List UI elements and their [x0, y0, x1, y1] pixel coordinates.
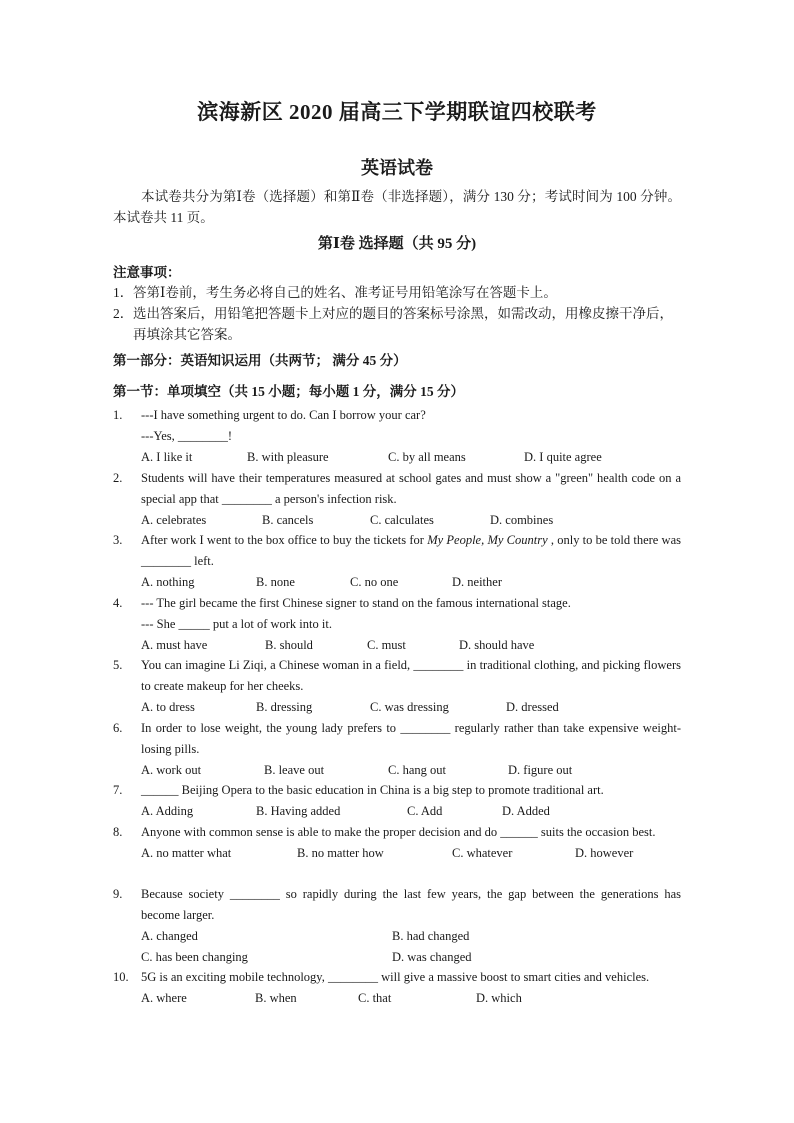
option-d: D. dressed	[506, 700, 559, 714]
exam-subtitle: 英语试卷	[361, 158, 433, 178]
question-number: 3.	[113, 533, 123, 547]
note-item	[113, 303, 683, 345]
part-heading: 第一部分：英语知识运用（共两节； 满分 45 分）	[113, 353, 407, 368]
question-number: 7.	[113, 783, 123, 797]
notes-heading: 注意事项：	[113, 265, 181, 280]
question-line: ---Yes, ________!	[141, 429, 233, 443]
question-text: ______ Beijing Opera to the basic education in China is a big step to promote traditional art.	[141, 783, 604, 797]
question	[113, 884, 681, 968]
question	[113, 822, 681, 864]
question	[113, 530, 681, 593]
option-b: B. none	[256, 575, 295, 589]
question	[113, 655, 681, 718]
question-text: Because society ________ so rapidly during the last few years, the gap between the generations has become larger.	[141, 887, 681, 922]
question-line: ---I have something urgent to do. Can I borrow your car?	[141, 408, 426, 422]
question-number: 2.	[113, 471, 123, 485]
question	[113, 967, 681, 1009]
option-a: A. changed	[141, 929, 198, 943]
option-b: B. Having added	[256, 804, 341, 818]
option-a: A. where	[141, 991, 187, 1005]
question-number: 4.	[113, 596, 123, 610]
option-b: B. leave out	[264, 763, 325, 777]
options-row	[141, 760, 681, 781]
question	[113, 780, 681, 822]
question-line: --- The girl became the first Chinese signer to stand on the famous international stage.	[141, 596, 571, 610]
question-text	[141, 530, 681, 572]
question	[113, 593, 681, 656]
question	[113, 405, 681, 468]
option-b: B. had changed	[392, 929, 470, 943]
option-c: C. whatever	[452, 846, 513, 860]
option-c: C. hang out	[388, 763, 446, 777]
option-a: A. work out	[141, 763, 202, 777]
question-text: 5G is an exciting mobile technology, ________ will give a massive boost to smart cities and vehicles.	[141, 970, 650, 984]
option-c: C. by all means	[388, 450, 466, 464]
question-number: 8.	[113, 825, 123, 839]
option-d: D. was changed	[392, 950, 472, 964]
option-b: B. with pleasure	[247, 450, 329, 464]
option-c: C. that	[358, 991, 392, 1005]
question-number: 9.	[113, 887, 123, 901]
subsection-heading: 第一节：单项填空（共 15 小题；每小题 1 分，满分 15 分）	[113, 384, 464, 399]
section-heading: 第Ⅰ卷 选择题（共 95 分)	[317, 236, 477, 252]
question-number: 10.	[113, 970, 129, 984]
options-row	[141, 947, 681, 968]
question-text: In order to lose weight, the young lady prefers to ________ regularly rather than take expensive weight-losing pills.	[141, 721, 681, 756]
note-number: 2．	[113, 306, 134, 321]
option-d: D. however	[575, 846, 634, 860]
question-line: --- She _____ put a lot of work into it.	[141, 617, 332, 631]
option-d: D. should have	[459, 638, 535, 652]
exam-intro: 本试卷共分为第Ⅰ卷（选择题）和第Ⅱ卷（非选择题），满分 130 分；考试时间为 100 分钟。本试卷共 11 页。	[113, 189, 681, 225]
film-title: My People, My Country	[427, 533, 548, 547]
option-b: B. cancels	[262, 513, 314, 527]
option-b: B. dressing	[256, 700, 313, 714]
question-text: You can imagine Li Ziqi, a Chinese woman in a field, ________ in traditional clothing, and picking flowers to create makeup for her cheeks.	[141, 658, 681, 693]
question-number: 6.	[113, 721, 123, 735]
option-b: B. no matter how	[297, 846, 384, 860]
note-number: 1．	[113, 285, 134, 300]
option-a: A. must have	[141, 638, 208, 652]
option-a: A. Adding	[141, 804, 194, 818]
question-number: 5.	[113, 658, 123, 672]
options-row	[141, 572, 681, 593]
question-text: Anyone with common sense is able to make the proper decision and do ______ suits the occasion best.	[141, 825, 656, 839]
options-row	[141, 697, 681, 718]
option-d: D. figure out	[508, 763, 573, 777]
option-d: D. Added	[502, 804, 550, 818]
question-number: 1.	[113, 408, 123, 422]
option-b: B. when	[255, 991, 297, 1005]
option-d: D. which	[476, 991, 522, 1005]
option-d: D. neither	[452, 575, 502, 589]
option-c: C. Add	[407, 804, 443, 818]
exam-title: 滨海新区 2020 届高三下学期联谊四校联考	[197, 100, 597, 124]
options-row	[141, 801, 681, 822]
note-text: 选出答案后，用铅笔把答题卡上对应的题目的答案标号涂黑，如需改动，用橡皮擦干净后，	[133, 306, 673, 321]
question-text-part: After work I went to the box office to buy the tickets for	[141, 533, 428, 547]
option-d: D. combines	[490, 513, 554, 527]
option-c: C. has been changing	[141, 950, 248, 964]
option-b: B. should	[265, 638, 313, 652]
note-text: 答第Ⅰ卷前，考生务必将自己的姓名、准考证号用铅笔涂写在答题卡上。	[133, 285, 557, 300]
options-row	[141, 510, 681, 531]
option-a: A. celebrates	[141, 513, 207, 527]
option-a: A. no matter what	[141, 846, 232, 860]
question	[113, 468, 681, 531]
note-text-continued: 再填涂其它答案。	[133, 327, 241, 342]
question-text-part: , only to be told there was ________ left.	[141, 533, 681, 568]
options-row	[141, 447, 681, 468]
option-a: A. to dress	[141, 700, 195, 714]
options-row	[141, 843, 681, 864]
options-row	[141, 926, 681, 947]
options-row	[141, 988, 681, 1009]
option-c: C. must	[367, 638, 406, 652]
options-row	[141, 635, 681, 656]
option-c: C. was dressing	[370, 700, 449, 714]
option-a: A. nothing	[141, 575, 195, 589]
note-item	[113, 282, 683, 303]
question-text: Students will have their temperatures measured at school gates and must show a "green" health code on a special app that ________ a person's infection risk.	[141, 471, 681, 506]
option-c: C. no one	[350, 575, 399, 589]
option-d: D. I quite agree	[524, 450, 602, 464]
question	[113, 718, 681, 781]
option-a: A. I like it	[141, 450, 193, 464]
option-c: C. calculates	[370, 513, 434, 527]
